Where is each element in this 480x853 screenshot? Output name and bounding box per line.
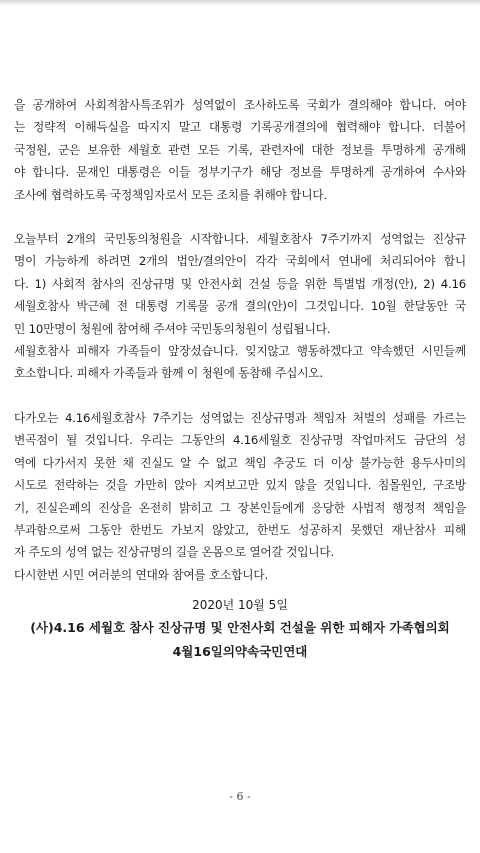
paragraph-line: 부과함으로써 그동안 한번도 가보지 않았고, 한번도 성공하지 못했던 재난참사 피해 [14,522,466,537]
paragraph-line: 민 10만명이 청원에 참여해 주셔야 국민동의청원이 성립됩니다. [14,321,331,336]
paragraph-line: 세월호참사 박근혜 전 대통령 기록물 공개 결의(안)이 그것입니다. 10월 한달동안 국 [14,299,466,314]
signature-block [14,594,466,664]
top-edge-shadow [0,0,480,6]
paragraph-line: 는 정략적 이해득실을 따지지 말고 대통령 기록공개결의에 협력해야 합니다. 더불어 [14,120,466,135]
paragraph-line: 역에 다가서지 못한 채 진실도 알 수 없고 책임 추궁도 더 이상 불가능한 용두사미의 [14,455,466,470]
paragraph-line: 다. 1) 사회적 참사의 진상규명 및 안전사회 건설 등을 위한 특별법 개정(안), 2) 4.16 [14,276,466,291]
paragraph-line: 조사에 협력하도록 국정책임자로서 모든 조치를 취해야 합니다. [14,187,327,202]
paragraph-line: 야 합니다. 문재인 대통령은 이들 정부기구가 해당 정보를 투명하게 공개하여 수사와 [14,165,466,180]
document-date: 2020년 10월 5일 [192,598,288,613]
paragraph-3 [14,407,466,586]
paragraph-spacer [14,206,466,228]
paragraph-line: 호소합니다. 피해자 가족들과 함께 이 청원에 동참해 주십시오. [14,366,323,381]
paragraph-line: 자 주도의 성역 없는 진상규명의 길을 온몸으로 열어갈 것입니다. [14,545,334,560]
paragraph-line: 변곡점이 될 것입니다. 우리는 그동안의 4.16세월호 진상규명 작업마저도 금단의 성 [14,433,466,448]
paragraph-line: 세월호참사 피해자 가족들이 앞장섰습니다. 잊지않고 행동하겠다고 약속했던 시민들께 [14,344,466,359]
paragraph-line: 시도로 전락하는 것을 가만히 앉아 지켜보고만 있지 않을 것입니다. 침몰원인, 구조방 [14,478,466,493]
paragraph-line: 다가오는 4.16세월호참사 7주기는 성역없는 진상규명과 책임자 처벌의 성패를 가르는 [14,410,466,425]
page-number: - 6 - [229,790,251,803]
paragraph-line: 을 공개하여 사회적참사특조위가 성역없이 조사하도록 국회가 결의해야 합니다. 여야 [14,98,466,112]
paragraph-line: 다시한번 시민 여러분의 연대와 참여를 호소합니다. [14,567,268,582]
organization-name: 4월16일의약속국민연대 [172,644,308,660]
paragraph-spacer [14,385,466,407]
paragraph-line: 국정원, 군은 보유한 세월호 관련 모든 기록, 관련자에 대한 정보를 투명하게 공개해 [14,142,466,157]
paragraph-line: 명이 가능하게 하려면 2개의 법안/결의안이 각각 국회에서 연내에 처리되어야 합니 [14,254,466,269]
organization-name: (사)4.16 세월호 참사 진상규명 및 안전사회 건설을 위한 피해자 가족협의회 [30,620,450,636]
paragraph-line: 오늘부터 2개의 국민동의청원을 시작합니다. 세월호참사 7주기까지 성역없는 진상규 [14,232,466,247]
paragraph-line: 기, 진실은폐의 진상을 온전히 밝히고 그 장본인들에게 응당한 사법적 행정적 책임을 [14,500,466,515]
paragraph-2 [14,228,466,385]
paragraph-1 [14,94,466,206]
document-page [14,94,466,664]
